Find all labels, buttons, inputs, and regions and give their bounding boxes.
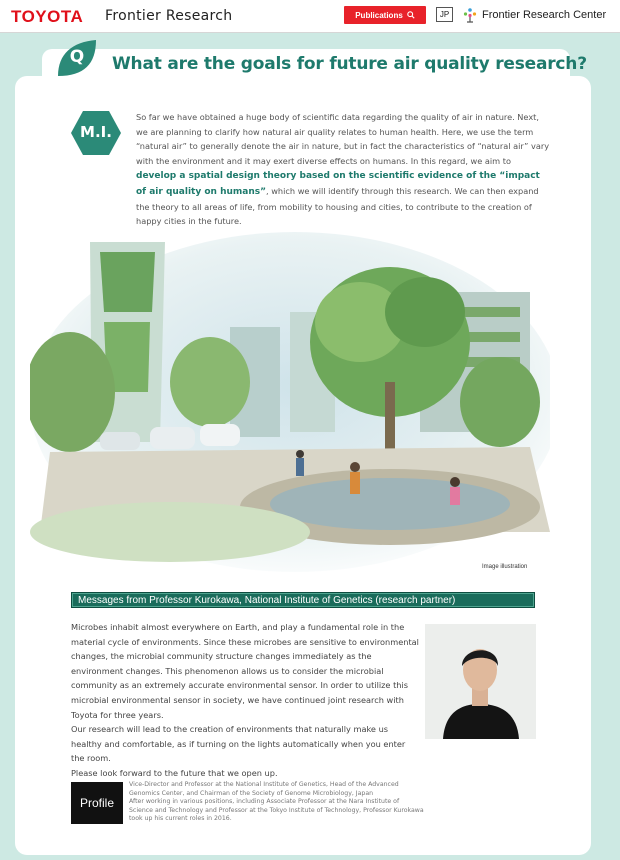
- language-jp-button[interactable]: JP: [436, 7, 453, 22]
- publications-label: Publications: [355, 10, 403, 20]
- center-name: Frontier Research Center: [482, 9, 607, 21]
- toyota-logo[interactable]: TOYOTA: [11, 7, 84, 26]
- publications-button[interactable]: [344, 6, 426, 24]
- message-paragraph-1: Microbes inhabit almost everywhere on Earth, and play a fundamental role in the material cycle of environments. Since these microbes are sensitive to environmental changes, the microbial community structure changes immediately as the environment changes. This phenomenon allows us to consider the microbial community as an extremely accurate environmental sensor. In order to utilize this microbial environmental sensor in society, we have continued joint research with Toyota for three years.: [71, 622, 419, 720]
- professor-photo: [425, 624, 536, 739]
- answer-text: [136, 110, 550, 229]
- profile-line-1: Vice-Director and Professor at the National Institute of Genetics, Head of the Advanced Genomics Center, and Chairman of the Society of Genome Microbiology, Japan: [129, 781, 399, 797]
- q-label: Q: [69, 47, 85, 67]
- message-paragraph-3: Please look forward to the future that we open up.: [71, 767, 278, 778]
- q-leaf-badge: [54, 38, 100, 78]
- mi-label: M.I.: [80, 123, 112, 141]
- answer-highlight: develop a spatial design theory based on the scientific evidence of the “impact of air quality on humans”: [136, 171, 540, 197]
- profile-text: [129, 781, 425, 824]
- site-header: [0, 0, 620, 33]
- site-name[interactable]: Frontier Research: [105, 8, 233, 24]
- message-paragraph-2: Our research will lead to the creation of environments that naturally make us healthy and comfortable, as if turning on the lights automatically when you enter the room.: [71, 724, 406, 764]
- message-body: [71, 620, 421, 781]
- question-title: What are the goals for future air quality research?: [112, 54, 587, 74]
- person-portrait: [425, 624, 536, 739]
- profile-line-2: After working in various positions, including Associate Professor at the Nara Institute of Science and Technology and Professor at the Tokyo Institute of Technology, Professor Kurokawa took up his current roles in 2016.: [129, 798, 424, 823]
- search-icon: [407, 11, 415, 19]
- city-illustration: [30, 232, 550, 577]
- answer-text-part2: , which we will identify through this research. We can then expand the theory to all areas of life, from mobility to housing and cities, to contribute to the creation of happy cities in the future.: [136, 185, 539, 227]
- answer-text-part1: So far we have obtained a huge body of scientific data regarding the quality of air in nature. Next, we are planning to clarify how natural air quality relates to human health. Here, we use the term “natural air” to generally denote the air in nature, but in fact the characteristics of “natural air” vary with the environment and it may exert diverse effects on humans. In this regard, we aim to: [136, 112, 550, 166]
- frontier-research-center-link[interactable]: [462, 7, 606, 23]
- message-heading: Messages from Professor Kurokawa, National Institute of Genetics (research partner): [71, 592, 535, 608]
- image-caption: Image illustration: [482, 564, 528, 570]
- research-center-icon: [462, 7, 478, 23]
- mi-badge: [70, 110, 122, 156]
- profile-label: Profile: [71, 782, 123, 824]
